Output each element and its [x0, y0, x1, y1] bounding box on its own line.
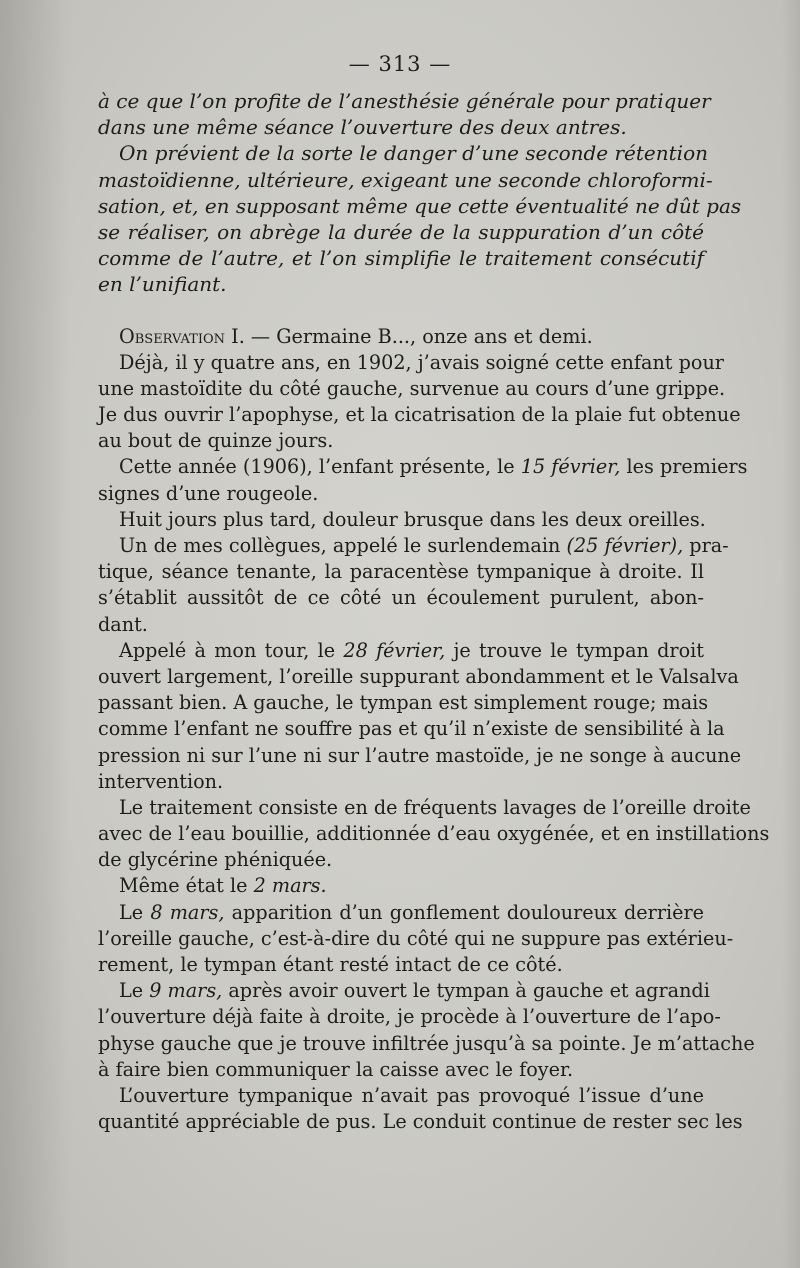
- text-span: signes d’une rougeole.: [98, 481, 319, 505]
- text-line: [98, 559, 704, 585]
- observation-heading: [98, 324, 704, 350]
- italic-date: 28 février,: [343, 638, 446, 662]
- text-span: L’ouverture tympanique n’avait pas provoqué l’issue d’une: [119, 1083, 704, 1107]
- text-span: Huit jours plus tard, douleur brusque dans les deux oreilles.: [119, 507, 706, 531]
- text-line: [98, 1031, 755, 1057]
- text-line: dans une même séance l’ouverture des deux antres.: [98, 115, 627, 140]
- text-line: [98, 612, 704, 638]
- text-line: [98, 873, 704, 899]
- text-line: [98, 926, 734, 952]
- text-span: quantité appréciable de pus. Le conduit continue de rester sec les: [98, 1110, 743, 1134]
- text-line: [98, 952, 704, 978]
- text-span: Appelé à mon tour, le: [119, 638, 344, 662]
- text-line: [98, 716, 725, 742]
- text-span: l’oreille gauche, c’est-à-dire du côté qui ne suppure pas extérieu-: [98, 926, 734, 950]
- text-span: Même état le: [119, 874, 254, 898]
- text-span: Je dus ouvrir l’apophyse, et la cicatrisation de la plaie fut obtenue: [98, 403, 741, 427]
- text-span: Cette année (1906), l’enfant présente, le: [119, 455, 521, 479]
- observation-body: [98, 350, 770, 1136]
- text-line: [98, 769, 704, 795]
- text-span: Un de mes collègues, appelé le surlendemain: [119, 534, 567, 557]
- text-line: [98, 481, 704, 507]
- text-span: rement, le tympan étant resté intact de ce côté.: [98, 953, 563, 976]
- text-span: après avoir ouvert le tympan à gauche et agrandi: [222, 979, 710, 1003]
- text-line: [98, 1109, 743, 1135]
- observation-title: — Germaine B..., onze ans et demi.: [244, 324, 593, 348]
- text-span: avec de l’eau bouillie, additionnée d’eau oxygénée, et en instillations: [98, 822, 770, 846]
- text-span: physe gauche que je trouve infiltrée jusqu’à sa pointe. Je m’attache: [98, 1031, 755, 1055]
- text-line: en l’unifiant.: [98, 272, 227, 297]
- text-line: [98, 428, 704, 454]
- text-span: pra-: [683, 534, 729, 557]
- text-line: [98, 690, 709, 716]
- text-line: [98, 376, 726, 402]
- text-span: je trouve le tympan droit: [445, 638, 704, 662]
- text-line: [98, 585, 704, 611]
- text-line: [98, 900, 704, 926]
- italic-date: 15 février,: [520, 455, 621, 479]
- italic-date: 2 mars.: [253, 874, 327, 898]
- text-span: pression ni sur l’une ni sur l’autre mastoïde, je ne songe à aucune: [98, 743, 742, 767]
- italic-date: 9 mars,: [149, 979, 223, 1003]
- text-line: [98, 978, 710, 1004]
- text-line: [98, 1004, 721, 1030]
- text-span: passant bien. A gauche, le tympan est simplement rouge; mais: [98, 691, 709, 715]
- text-span: Le traitement consiste en de fréquents lavages de l’oreille droite: [119, 795, 751, 819]
- text-span: ouvert largement, l’oreille suppurant abondamment et le Valsalva: [98, 664, 739, 688]
- italic-date: 8 mars,: [150, 900, 225, 924]
- text-span: au bout de quinze jours.: [98, 429, 334, 453]
- text-line: [98, 533, 729, 559]
- text-line: à ce que l’on profite de l’anesthésie générale pour pratiquer: [98, 89, 711, 113]
- text-line: mastoïdienne, ultérieure, exigeant une seconde chloroformi-: [98, 167, 713, 192]
- text-line: [98, 1057, 704, 1083]
- text-line: [98, 402, 741, 428]
- text-line: [98, 454, 748, 480]
- binding-shadow: [0, 0, 70, 1268]
- text-line: [98, 664, 739, 690]
- text-line: [98, 821, 770, 847]
- text-line: [98, 638, 704, 664]
- text-line: [98, 507, 704, 533]
- text-span: de glycérine phéniquée.: [98, 848, 333, 872]
- text-line: On prévient de la sorte le danger d’une seconde rétention: [119, 141, 709, 166]
- text-line: se réaliser, on abrège la durée de la suppuration d’un côté: [98, 219, 704, 244]
- page-edge: [782, 0, 800, 1268]
- section-gap: [98, 298, 704, 324]
- text-span: apparition d’un gonflement douloureux derrière: [224, 900, 705, 924]
- text-span: une mastoïdite du côté gauche, survenue au cours d’une grippe.: [98, 376, 726, 400]
- intro-paragraphs: [98, 88, 742, 298]
- text-line: comme de l’autre, et l’on simplifie le traitement consécutif: [98, 246, 704, 271]
- text-line: [98, 350, 724, 376]
- text-line: [98, 1083, 704, 1109]
- text-span: intervention.: [98, 769, 224, 793]
- text-line: [98, 795, 751, 821]
- text-span: tique, séance tenante, la paracentèse tympanique à droite. Il: [98, 560, 704, 584]
- italic-date: (25 février),: [566, 534, 684, 557]
- observation-label: Observation I.: [119, 324, 245, 348]
- text-span: dant.: [98, 612, 148, 636]
- text-span: Déjà, il y quatre ans, en 1902, j’avais soigné cette enfant pour: [119, 350, 724, 374]
- text-span: les premiers: [620, 455, 748, 479]
- text-line: sation, et, en supposant même que cette éventualité ne dût pas: [98, 193, 742, 218]
- text-span: comme l’enfant ne souffre pas et qu’il n’existe de sensibilité à la: [98, 717, 725, 741]
- text-span: s’établit aussitôt de ce côté un écoulement purulent, abon-: [98, 586, 704, 610]
- text-span: l’ouverture déjà faite à droite, je procède à l’ouverture de l’apo-: [98, 1005, 721, 1029]
- text-line: [98, 847, 704, 873]
- text-span: à faire bien communiquer la caisse avec le foyer.: [98, 1057, 574, 1081]
- text-line: [98, 743, 742, 769]
- text-block: [98, 88, 770, 1135]
- page-number: — 313 —: [348, 52, 452, 76]
- text-span: Le: [119, 979, 150, 1003]
- text-span: Le: [119, 900, 151, 924]
